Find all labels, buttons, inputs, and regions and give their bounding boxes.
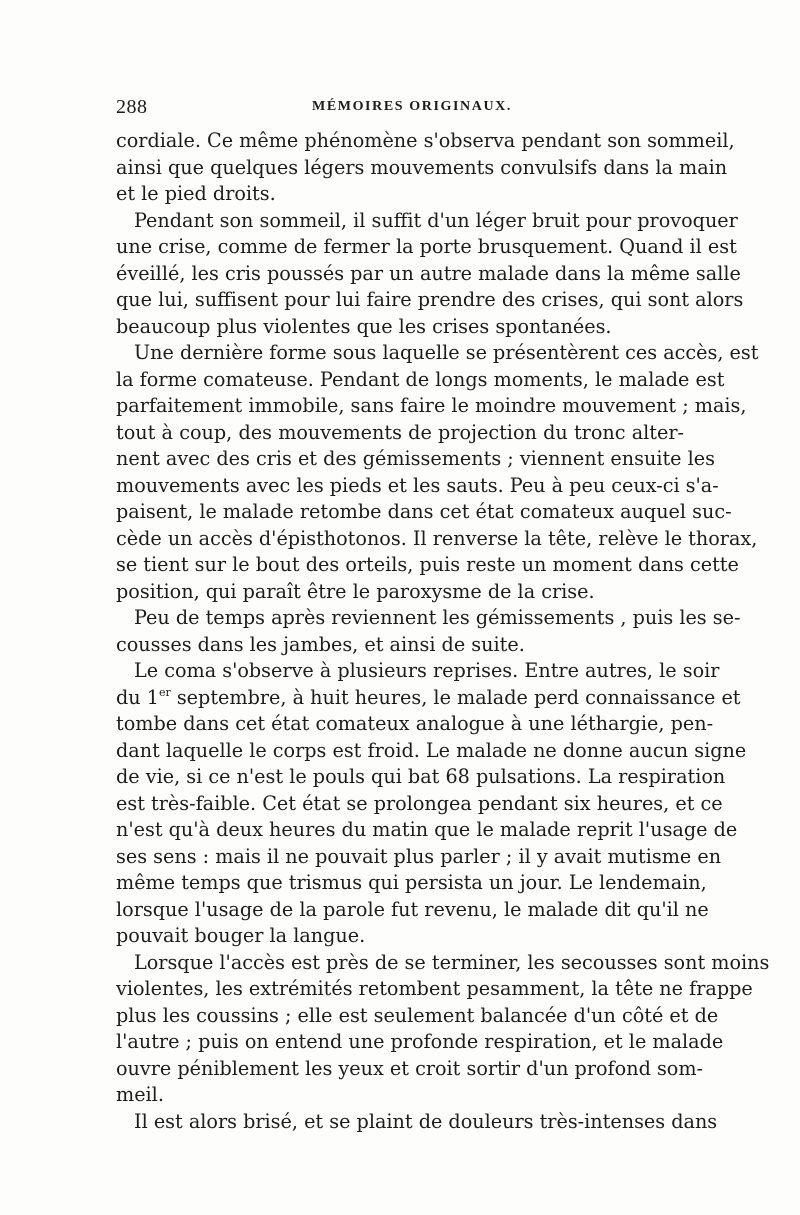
text-line: Lorsque l'accès est près de se terminer, les secousses sont moins (134, 950, 770, 974)
text-line: est très-faible. Cet état se prolongea pendant six heures, et ce (116, 791, 723, 815)
text-line: violentes, les extrémités retombent pesamment, la tête ne frappe (116, 977, 753, 1000)
text-line: cordiale. Ce même phénomène s'observa pendant son sommeil, (116, 129, 735, 152)
text-line: de vie, si ce n'est le pouls qui bat 68 pulsations. La respiration (116, 765, 726, 788)
text-line: cousses dans les jambes, et ainsi de suite. (116, 632, 525, 656)
text-line: même temps que trismus qui persista un jour. Le lendemain, (116, 871, 707, 894)
running-head (116, 96, 684, 120)
line-before-superscript: du 1 (116, 685, 159, 709)
text-line: nent avec des cris et des gémissements ; viennent ensuite les (116, 447, 715, 470)
text-line: ses sens : mais il ne pouvait plus parler ; il y avait mutisme en (116, 844, 722, 868)
text-line: beaucoup plus violentes que les crises spontanées. (116, 314, 612, 338)
text-line: que lui, suffisent pour lui faire prendre des crises, qui sont alors (116, 288, 744, 311)
text-line: une crise, comme de fermer la porte brusquement. Quand il est (116, 235, 737, 258)
text-line: mouvements avec les pieds et les sauts. Peu à peu ceux-ci s'a- (116, 473, 719, 497)
text-line: la forme comateuse. Pendant de longs moments, le malade est (116, 367, 725, 391)
text-line: Il est alors brisé, et se plaint de douleurs très-intenses dans (134, 1109, 718, 1133)
text-line: n'est qu'à deux heures du matin que le malade reprit l'usage de (116, 818, 738, 841)
text-line: Le coma s'observe à plusieurs reprises. Entre autres, le soir (134, 659, 720, 682)
text-line: Pendant son sommeil, il suffit d'un léger bruit pour provoquer (134, 208, 738, 232)
text-line: parfaitement immobile, sans faire le moindre mouvement ; mais, (116, 394, 747, 417)
text-line: l'autre ; puis on entend une profonde respiration, et le malade (116, 1030, 724, 1053)
text-line: pouvait bouger la langue. (116, 924, 366, 947)
text-line: ainsi que quelques légers mouvements convulsifs dans la main (116, 155, 728, 179)
text-line: plus les coussins ; elle est seulement balancée d'un côté et de (116, 1003, 719, 1027)
text-line: position, qui paraît être le paroxysme de la crise. (116, 579, 595, 603)
text-line: se tient sur le bout des orteils, puis reste un moment dans cette (116, 553, 739, 576)
text-line: tombe dans cet état comateux analogue à une léthargie, pen- (116, 712, 714, 735)
ordinal-superscript: er (158, 685, 171, 699)
line-after-superscript: septembre, à huit heures, le malade perd connaissance et (170, 685, 741, 709)
text-line-with-superscript (116, 685, 741, 712)
text-line: paisent, le malade retombe dans cet état comateux auquel suc- (116, 500, 732, 523)
body-text (116, 128, 770, 1135)
text-line: cède un accès d'épisthotonos. Il renverse la tête, relève le thorax, (116, 526, 758, 550)
text-line: Une dernière forme sous laquelle se présentèrent ces accès, est (134, 341, 759, 364)
text-line: meil. (116, 1083, 164, 1106)
text-line: ouvre péniblement les yeux et croit sortir d'un profond som- (116, 1056, 704, 1080)
text-line: et le pied droits. (116, 182, 276, 205)
text-line: Peu de temps après reviennent les gémissements , puis les se- (134, 606, 741, 629)
text-line: lorsque l'usage de la parole fut revenu, le malade dit qu'il ne (116, 897, 709, 921)
page-number: 288 (116, 96, 148, 118)
text-line: éveillé, les cris poussés par un autre malade dans la même salle (116, 261, 741, 285)
text-line: dant laquelle le corps est froid. Le malade ne donne aucun signe (116, 738, 747, 762)
running-title: MÉMOIRES ORIGINAUX. (312, 99, 512, 114)
text-line: tout à coup, des mouvements de projection du tronc alter- (116, 420, 684, 444)
